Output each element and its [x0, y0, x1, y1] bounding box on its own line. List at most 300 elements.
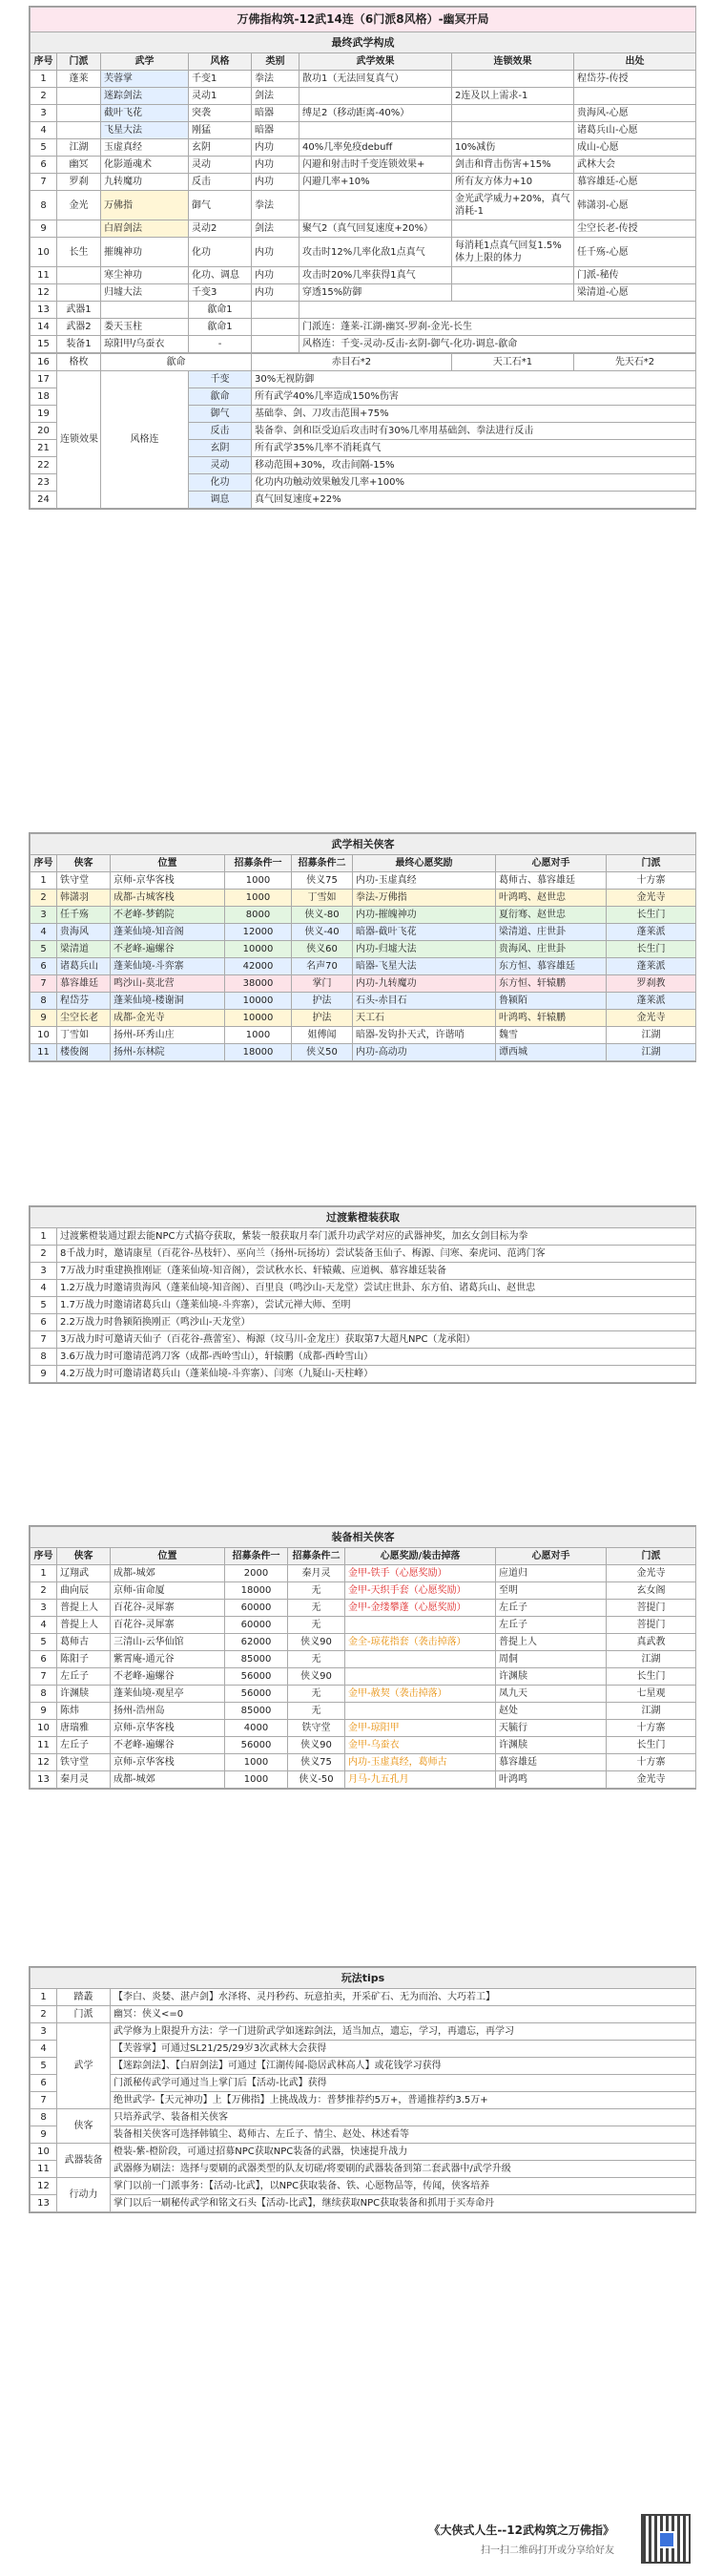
table-cell: 武林大会 — [574, 157, 696, 174]
table-cell: 菩提门 — [607, 1617, 696, 1634]
table-cell: 暗器-发钩扑天式，许谐哨 — [353, 1027, 496, 1044]
table-cell: 丁雪如 — [292, 890, 353, 907]
table-cell — [345, 1668, 496, 1686]
table-cell: 贵海风、庄世卦 — [496, 941, 607, 958]
table-row — [31, 1280, 696, 1297]
table-cell: 护法 — [292, 1010, 353, 1027]
table-cell: 江湖 — [607, 1703, 696, 1720]
table-row — [31, 1349, 696, 1366]
table-cell: 三清山-云华仙馆 — [111, 1634, 225, 1651]
table-cell: 突袭 — [189, 105, 252, 122]
table-cell: 暗器-飞星大法 — [353, 958, 496, 975]
table-cell: 万佛指 — [101, 191, 189, 220]
table-cell: 周侗 — [496, 1651, 607, 1668]
table-cell: 60000 — [225, 1617, 288, 1634]
table-cell: 鲁颍陌 — [496, 993, 607, 1010]
table-cell: 玄女阁 — [607, 1582, 696, 1600]
table-cell: 56000 — [225, 1737, 288, 1754]
table-cell: 18 — [31, 388, 57, 406]
table-cell: 侠客 — [57, 855, 111, 872]
table-cell — [574, 88, 696, 105]
table-cell: 散功1（无法回复真气） — [300, 71, 452, 88]
table-cell: 化影遁魂术 — [101, 157, 189, 174]
table-cell: 3 — [31, 1263, 57, 1280]
table-cell: 绝世武学-【天元神功】上【万佛指】上挑战战力：普梦推荐约5万+，普通推荐约3.5万+ — [111, 2092, 696, 2109]
table-cell: 无 — [288, 1582, 345, 1600]
table-cell: 1 — [31, 1989, 57, 2006]
table-cell: 3 — [31, 105, 57, 122]
table-cell: 4 — [31, 924, 57, 941]
table-cell: 心愿对手 — [496, 1548, 607, 1565]
table-row — [31, 319, 696, 336]
footer — [29, 2514, 694, 2562]
table-row — [31, 1651, 696, 1668]
table-cell: 侠义60 — [292, 941, 353, 958]
table-row — [31, 1366, 696, 1383]
table-cell: 梁清道 — [57, 941, 111, 958]
table-cell: 门派 — [607, 855, 696, 872]
table-cell: 飞星大法 — [101, 122, 189, 139]
table-cell: 金甲-天织手套（心愿奖励） — [345, 1582, 496, 1600]
table-cell: 琼阳甲/乌蚕衣 — [101, 336, 189, 353]
table-cell: 长生门 — [607, 941, 696, 958]
table-cell: 程岱芬-传授 — [574, 71, 696, 88]
table-cell: 门派-秘传 — [574, 267, 696, 284]
table-cell: 门派 — [607, 1548, 696, 1565]
table-cell: 22 — [31, 457, 57, 474]
table-cell: 铁守堂 — [57, 1754, 111, 1771]
table-cell: 剑法 — [252, 220, 300, 238]
table-cell: 4000 — [225, 1720, 288, 1737]
gem-row: 16 格枚 歙命 赤目石*2 天工石*1 先天石*2 — [31, 354, 696, 371]
table-cell: 闪避和射击时千变连锁效果+ — [300, 157, 452, 174]
table-row — [31, 890, 696, 907]
table-cell: 门派 — [57, 53, 101, 71]
table-cell: 千变 — [189, 371, 252, 388]
table-row — [31, 267, 696, 284]
table-cell: 七星观 — [607, 1686, 696, 1703]
table-cell: 暗器 — [252, 105, 300, 122]
table-cell: 侠义-50 — [288, 1771, 345, 1789]
table-cell: 姐傅闻 — [292, 1027, 353, 1044]
table-cell: 5 — [31, 139, 57, 157]
table-cell: 芙蓉掌 — [101, 71, 189, 88]
table-row — [31, 1027, 696, 1044]
table-cell: 蓬莱仙境-观星亭 — [111, 1686, 225, 1703]
table-cell: 10%减伤 — [452, 139, 574, 157]
table-cell: 4 — [31, 1617, 57, 1634]
table-cell: 扬州-东林院 — [111, 1044, 225, 1061]
table-cell: 赵处 — [496, 1703, 607, 1720]
table-row — [31, 1668, 696, 1686]
table-cell: 江湖 — [607, 1651, 696, 1668]
table-cell: 心愿对手 — [496, 855, 607, 872]
table-cell: 10000 — [225, 993, 292, 1010]
table-cell: 江湖 — [57, 139, 101, 157]
tip-row — [31, 2195, 696, 2212]
table-cell: 5 — [31, 1297, 57, 1314]
table-cell: 6 — [31, 2075, 57, 2092]
table-cell: 5 — [31, 1634, 57, 1651]
table-cell — [57, 220, 101, 238]
table-cell: 不老峰-遍螺谷 — [111, 941, 225, 958]
table-cell: 类别 — [252, 53, 300, 71]
table-cell: 迷踪剑法 — [101, 88, 189, 105]
gear-heroes-table — [30, 1526, 696, 1789]
table-cell: 2 — [31, 88, 57, 105]
table-cell: 尘空长老 — [57, 1010, 111, 1027]
tip-row — [31, 2058, 696, 2075]
table-cell: 成都-城郊 — [111, 1565, 225, 1582]
table-cell: 剑法 — [252, 88, 300, 105]
table-row — [31, 139, 696, 157]
table-cell: 9 — [31, 1366, 57, 1383]
transition-table — [30, 1206, 696, 1383]
table-cell: 无 — [288, 1651, 345, 1668]
table-cell: 12 — [31, 2178, 57, 2195]
table-cell: 14 — [31, 319, 57, 336]
table-cell: 踏叢 — [57, 1989, 111, 2006]
table-row — [31, 122, 696, 139]
table-cell: 葛师古 — [57, 1634, 111, 1651]
table-row — [31, 336, 696, 353]
table-row — [31, 993, 696, 1010]
table-cell: 40%几率免疫debuff — [300, 139, 452, 157]
table-cell: 60000 — [225, 1600, 288, 1617]
table-cell: 38000 — [225, 975, 292, 993]
table-cell: 装备1 — [57, 336, 101, 353]
header-row — [31, 1548, 696, 1565]
table-cell: 侠客 — [57, 1548, 111, 1565]
tip-row — [31, 2023, 696, 2041]
table-cell: 19 — [31, 406, 57, 423]
table-cell: 金甲-琼阳甲 — [345, 1720, 496, 1737]
table-cell: 侠义-80 — [292, 907, 353, 924]
table-cell: 石头-赤目石 — [353, 993, 496, 1010]
table-cell: 8000 — [225, 907, 292, 924]
table-cell — [452, 267, 574, 284]
table-cell: 2连及以上需求-1 — [452, 88, 574, 105]
table-cell: 武学 — [101, 53, 189, 71]
section-tips — [29, 1966, 696, 2213]
table-cell — [345, 1617, 496, 1634]
table-cell: 侠义90 — [288, 1634, 345, 1651]
table-cell: 2.2万战力时鲁颍陌换刚正（鸣沙山-天龙堂） — [57, 1314, 696, 1331]
table-cell: 所有武学40%几率造成150%伤害 — [252, 388, 696, 406]
table-cell: 左丘子 — [496, 1617, 607, 1634]
table-cell: 内功 — [252, 174, 300, 191]
table-cell: 内功 — [252, 139, 300, 157]
footer-subtitle: 扫一扫二维码打开或分享给好友 — [481, 2545, 614, 2556]
table-cell: 护法 — [292, 993, 353, 1010]
table-row — [31, 1263, 696, 1280]
table-cell: 3 — [31, 2023, 57, 2041]
table-cell: 玄阴 — [189, 139, 252, 157]
table-cell — [300, 122, 452, 139]
table-cell: 8 — [31, 993, 57, 1010]
table-cell: 18000 — [225, 1582, 288, 1600]
table-cell: 武学修为上限提升方法：学一门进阶武学如迷踪剑法，适当加点，遗忘，学习，再遗忘，再学习 — [111, 2023, 696, 2041]
table-cell — [345, 1703, 496, 1720]
table-cell: 尘空长老-传授 — [574, 220, 696, 238]
table-cell: 无 — [288, 1617, 345, 1634]
tip-row — [31, 2126, 696, 2144]
table-cell: 10 — [31, 2144, 57, 2161]
table-cell: 12 — [31, 284, 57, 302]
table-cell: 武器1 — [57, 302, 101, 319]
table-cell: 20 — [31, 423, 57, 440]
table-cell: 最终心愿奖励 — [353, 855, 496, 872]
table-cell: 2 — [31, 1246, 57, 1263]
table-row — [31, 284, 696, 302]
table-cell: 夏衍骞、赵世忠 — [496, 907, 607, 924]
table-cell: 罗刹 — [57, 174, 101, 191]
table-cell: 金甲-金缕攀蓬（心愿奖励） — [345, 1600, 496, 1617]
table-cell: 10 — [31, 1027, 57, 1044]
table-cell: 每消耗1点真气回复1.5%体力上限的体力 — [452, 238, 574, 267]
table-cell: 金光 — [57, 191, 101, 220]
table-cell: 鸣沙山-莫北营 — [111, 975, 225, 993]
table-cell: 京师-京华客栈 — [111, 1754, 225, 1771]
table-row — [31, 1600, 696, 1617]
table-cell: 9 — [31, 1703, 57, 1720]
table-cell: 8千战力时，邀请康星（百花谷-丛枝轩）、巫向兰（扬州-玩扬坊）尝试装备玉仙子、梅源、闫寒、秦虎词、范鸿门客 — [57, 1246, 696, 1263]
table-cell: 行动力 — [57, 2178, 111, 2212]
table-cell: 楼俊阁 — [57, 1044, 111, 1061]
table-cell: 罗刹教 — [607, 975, 696, 993]
table-cell: 移动范围+30%，攻击间隔-15% — [252, 457, 696, 474]
table-row — [31, 1010, 696, 1027]
table-cell: 招募条件二 — [292, 855, 353, 872]
table-cell: 8 — [31, 1686, 57, 1703]
table-cell: 金甲-乌蚕衣 — [345, 1737, 496, 1754]
table-row — [31, 1582, 696, 1600]
table-cell: 许渊牍 — [496, 1737, 607, 1754]
table-row — [31, 941, 696, 958]
tip-row — [31, 2178, 696, 2195]
table-cell: 贵海风 — [57, 924, 111, 941]
table-cell: 1000 — [225, 1027, 292, 1044]
table-cell: 化功内功触动效果触发几率+100% — [252, 474, 696, 492]
tip-row — [31, 2006, 696, 2023]
table-cell: 秦月灵 — [57, 1771, 111, 1789]
table-cell: 贵海风-心愿 — [574, 105, 696, 122]
table-cell: 灵动 — [189, 457, 252, 474]
table-cell: 至明 — [496, 1582, 607, 1600]
table-cell: 普提上人 — [57, 1600, 111, 1617]
table-cell — [252, 302, 300, 319]
table-cell: 内功 — [252, 267, 300, 284]
table-cell: 过渡紫橙装通过跟去能NPC方式搞夺获取，紫装一般获取月奉门派升功武学对应的武器神奖，加玄女剑目标为拳 — [57, 1228, 696, 1246]
table-cell: 灵动1 — [189, 88, 252, 105]
table-cell: 【迷踪剑法】、【白眉剑法】可通过【江湖传闻-隐居武林高人】或花钱学习获得 — [111, 2058, 696, 2075]
table-cell — [252, 319, 300, 336]
table-cell: 侠义75 — [292, 872, 353, 890]
table-cell: 7 — [31, 2092, 57, 2109]
table-cell: 左丘子 — [496, 1600, 607, 1617]
table-cell: 诸葛兵山 — [57, 958, 111, 975]
table-cell: 序号 — [31, 855, 57, 872]
table-cell: 名声70 — [292, 958, 353, 975]
table-cell: 15 — [31, 336, 57, 353]
table-cell: 长生门 — [607, 1737, 696, 1754]
table-cell: 4 — [31, 2041, 57, 2058]
table-cell: 真气回复速度+22% — [252, 492, 696, 509]
table-cell: 内功 — [252, 238, 300, 267]
table-cell: 【芙蓉掌】可通过SL21/25/29岁3次武林大会获得 — [111, 2041, 696, 2058]
tips-table — [30, 1967, 696, 2212]
table-cell: 诸葛兵山-心愿 — [574, 122, 696, 139]
table-cell: 5 — [31, 2058, 57, 2075]
table-cell: 化功 — [189, 238, 252, 267]
table-cell: 内功-九转魔功 — [353, 975, 496, 993]
table-cell: 九转魔功 — [101, 174, 189, 191]
table-cell: 11 — [31, 1737, 57, 1754]
table-row — [31, 71, 696, 88]
table-cell: 掌门以前一门派事务：【活动-比武】，以NPC获取装备、铁、心愿物品等，传闻，侠客培养 — [111, 2178, 696, 2195]
table-cell: 截叶飞花 — [101, 105, 189, 122]
table-cell: 长生门 — [607, 1668, 696, 1686]
table-cell: 3 — [31, 1600, 57, 1617]
table-cell: 9 — [31, 2126, 57, 2144]
table-cell: 御气 — [189, 406, 252, 423]
table-cell — [452, 105, 574, 122]
table-cell: 歙命1 — [189, 319, 252, 336]
table-cell: 85000 — [225, 1703, 288, 1720]
table-row — [31, 1228, 696, 1246]
qr-code-icon[interactable] — [641, 2514, 691, 2564]
table-cell: 普提上人 — [496, 1634, 607, 1651]
table-cell: 程岱芬 — [57, 993, 111, 1010]
section-subtitle: 过渡紫橙装获取 — [31, 1207, 696, 1228]
table-cell: 归墟大法 — [101, 284, 189, 302]
table-cell — [57, 105, 101, 122]
table-cell — [300, 88, 452, 105]
table-cell: 天工石 — [353, 1010, 496, 1027]
table-cell: 百花谷-灵犀寨 — [111, 1617, 225, 1634]
table-cell: 玉虚真经 — [101, 139, 189, 157]
table-cell: 2 — [31, 2006, 57, 2023]
tip-row — [31, 2161, 696, 2178]
table-cell: 剑击和背击伤害+15% — [452, 157, 574, 174]
table-cell: 4 — [31, 122, 57, 139]
table-cell: 真武教 — [607, 1634, 696, 1651]
table-cell: 灵动2 — [189, 220, 252, 238]
table-row — [31, 191, 696, 220]
table-cell: 招募条件一 — [225, 1548, 288, 1565]
table-cell: 内功-高动功 — [353, 1044, 496, 1061]
build-table — [30, 7, 696, 353]
table-cell: 百花谷-灵犀寨 — [111, 1600, 225, 1617]
table-cell: 陈阳子 — [57, 1651, 111, 1668]
table-cell: 幽冥：侠义<=0 — [111, 2006, 696, 2023]
table-cell: - — [189, 336, 252, 353]
table-cell: 秦月灵 — [288, 1565, 345, 1582]
table-cell: 装备拳、剑和臣受迫后攻击时有30%几率用基础剑、拳法进行反击 — [252, 423, 696, 440]
section-subtitle: 装备相关侠客 — [31, 1527, 696, 1548]
table-row — [31, 1331, 696, 1349]
section-skill-heroes — [29, 832, 696, 1062]
table-cell: 任千殇 — [57, 907, 111, 924]
table-row — [31, 1617, 696, 1634]
table-cell: 蓬莱 — [57, 71, 101, 88]
table-cell: 门派 — [57, 2006, 111, 2023]
tip-row — [31, 2092, 696, 2109]
table-cell: 侠义75 — [288, 1754, 345, 1771]
table-cell: 武学 — [57, 2023, 111, 2109]
table-row — [31, 1044, 696, 1061]
table-cell: 12 — [31, 1754, 57, 1771]
table-cell: 内功-玉虚真经 — [353, 872, 496, 890]
table-cell: 反击 — [189, 423, 252, 440]
table-cell: 连锁效果 — [57, 371, 101, 509]
table-cell: 御气 — [189, 191, 252, 220]
table-cell: 62000 — [225, 1634, 288, 1651]
section-gear-heroes — [29, 1525, 696, 1790]
table-cell: 江湖 — [607, 1027, 696, 1044]
table-cell: 韩潇羽 — [57, 890, 111, 907]
table-cell: 侠义90 — [288, 1668, 345, 1686]
table-cell: 紫霄庵-通元谷 — [111, 1651, 225, 1668]
table-cell — [57, 88, 101, 105]
table-cell: 7 — [31, 975, 57, 993]
table-cell: 反击 — [189, 174, 252, 191]
table-cell: 应道归 — [496, 1565, 607, 1582]
section-transition-gear — [29, 1205, 696, 1384]
table-row — [31, 1565, 696, 1582]
table-cell: 京师-宙命厦 — [111, 1582, 225, 1600]
table-cell: 穿透15%防御 — [300, 284, 452, 302]
table-cell: 3 — [31, 907, 57, 924]
table-cell: 内功-玉虚真经，葛师古 — [345, 1754, 496, 1771]
table-cell: 4 — [31, 1280, 57, 1297]
table-cell — [57, 267, 101, 284]
table-cell: 2000 — [225, 1565, 288, 1582]
table-cell: 出处 — [574, 53, 696, 71]
chain-row — [31, 371, 696, 388]
table-cell: 8 — [31, 2109, 57, 2126]
table-row — [31, 1246, 696, 1263]
table-cell: 陈炜 — [57, 1703, 111, 1720]
table-cell: 凤九天 — [496, 1686, 607, 1703]
table-cell: 十方寨 — [607, 1754, 696, 1771]
table-cell: 2 — [31, 890, 57, 907]
table-cell: 扬州-浩州岛 — [111, 1703, 225, 1720]
table-cell: 序号 — [31, 53, 57, 71]
table-cell: 9 — [31, 220, 57, 238]
table-cell: 金光寺 — [607, 1771, 696, 1789]
table-cell: 东方恒、轩辕鹏 — [496, 975, 607, 993]
table-cell: 蓬莱派 — [607, 924, 696, 941]
table-cell: 梁清道、庄世卦 — [496, 924, 607, 941]
table-cell: 风格连 — [101, 371, 189, 509]
table-cell: 42000 — [225, 958, 292, 975]
table-row — [31, 1771, 696, 1789]
table-cell — [300, 302, 696, 319]
table-cell: 调息 — [189, 492, 252, 509]
table-cell: 东方恒、慕容雄廷 — [496, 958, 607, 975]
table-cell: 13 — [31, 1771, 57, 1789]
table-cell: 7万战力时重建换推刚证（蓬莱仙境-知音阁），尝试秋水长、轩辕戴、应道枫、慕容雄廷装备 — [57, 1263, 696, 1280]
table-cell: 金光寺 — [607, 890, 696, 907]
table-cell: 无 — [288, 1703, 345, 1720]
table-row — [31, 1737, 696, 1754]
table-cell: 白眉剑法 — [101, 220, 189, 238]
table-cell: 1.7万战力时邀请诸葛兵山（蓬莱仙境-斗弈寨），尝试元禅大师、至明 — [57, 1297, 696, 1314]
table-row — [31, 174, 696, 191]
table-cell: 13 — [31, 302, 57, 319]
table-cell: 56000 — [225, 1686, 288, 1703]
